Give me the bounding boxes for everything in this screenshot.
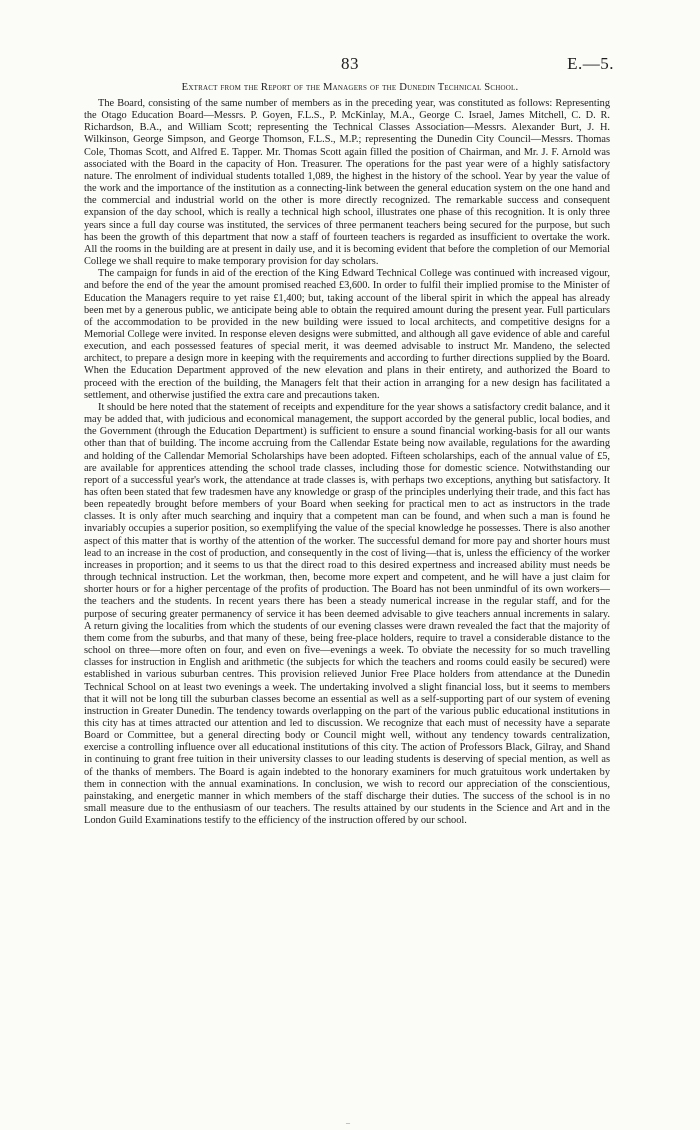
document-code: E.—5.: [567, 54, 614, 73]
page-number: 83: [341, 54, 359, 73]
paragraph-board-constitution: The Board, consisting of the same number of members as in the preceding year, was constituted as follows: Representing the Otago Education Board—Messrs. P. Goyen, F.L.S., P. McKinlay, M.A., George C. Israel, James Mitchell, C. D. R. Richardson, B.A., and William Scott; representing the Technical Classes Association—Messrs. Alexander Burt, J. H. Wilkinson, George Simpson, and George Thomson, F.L.S., M.P.; representing the Dunedin City Council—Messrs. Thomas Cole, Thomas Scott, and Alfred E. Tapper. Mr. Thomas Scott again filled the position of Chairman, and Mr. J. F. Arnold was associated with the Board in the capacity of Hon. Treasurer. The operations for the past year were of a highly satisfactory nature. The enrolment of individual students totalled 1,089, the highest in the history of the school. Year by year the value of the work and the importance of the institution as a connecting-link between the general education system on the one hand and the commercial and industrial world on the other is more directly recognized. The remarkable success and consequent expansion of the day school, which is really a technical high school, illustrates one phase of this recognition. It is only three years since a full day course was instituted, the services of three permanent teachers being secured for the purpose, but such has been the growth of this department that now a staff of fourteen teachers is regarded as insufficient to overtake the work. All the rooms in the building are at present in daily use, and it is becoming evident that before the completion of our Memorial College we shall require to make temporary provision for day scholars.: [84, 98, 610, 268]
section-heading: Extract from the Report of the Managers of the Dunedin Technical School.: [181, 82, 519, 93]
paragraph-finance-and-classes: It should be here noted that the statement of receipts and expenditure for the year shows a satisfactory credit balance, and it may be added that, with judicious and economical management, the support accorded by the general public, local bodies, and the Government (through the Education Department) is sufficient to ensure a sound financial working-basis for all our wants other than that of building. The income accruing from the Callendar Estate being now available, regulations for the awarding and holding of the Callendar Memorial Scholarships have been adopted. Fifteen scholarships, each of the annual value of £5, are available for apprentices attending the school trade classes, including those for domestic science. Notwithstanding our report of a successful year's work, the attendance at trade classes is, with perhaps two exceptions, anything but satisfactory. It has often been stated that few tradesmen have any knowledge or grasp of the principles underlying their trade, and this fact has been repeatedly brought before members of your Board when seeking for practical men to act as instructors in the trade classes. It is only after much searching and inquiry that a competent man can be found, and when such a man is found he invariably occupies a superior position, so exemplifying the value of the special knowledge he possesses. There is also another aspect of this matter that is worthy of the attention of the worker. The successful demand for more pay and shorter hours must lead to an increase in the cost of production, and consequently in the cost of living—that is, unless the efficiency of the worker increases in proportion; and it seems to us that the direct road to this desired expertness and increased ability must needs be through technical instruction. Let the workman, then, become more expert and competent, and he will have a just claim for shorter hours or for a higher percentage of the profits of production. The Board has not been unmindful of its own workers—the teachers and the students. In recent years there has been a steady numerical increase in the regular staff, and for the purpose of securing greater permanency of service it has been deemed advisable to give teachers annual increments in salary. A return giving the localities from which the students of our evening classes were drawn revealed the fact that the majority of them come from the suburbs, and that many of these, being free-place holders, require to travel a considerable distance to the school on three—more often on four, and even on five—evenings a week. To obviate the necessity for so much travelling classes for instruction in English and arithmetic (the subjects for which the teachers and rooms could easily be secured) were established in various suburban centres. This provision relieved Junior Free Place holders from attendance at the Dunedin Technical School on at least two evenings a week. The undertaking involved a slight financial loss, but it seems to members that it will not be long till the suburban classes become an essential as well as a self-supporting part of our system of evening instruction in Greater Dunedin. The tendency towards overlapping on the part of the various public educational institutions in this city has at times attracted our attention and led to discussion. We recognize that each must of necessity have a separate Board or Committee, but a general directing body or Council might well, without any tendency towards centralization, exercise a controlling influence over all educational institutions of this city. The action of Professors Black, Gilray, and Shand in continuing to grant free tuition in their university classes to our leading students is deserving of special mention, as well as of the thanks of members. The Board is again indebted to the honorary examiners for much gratuitous work undertaken by them in connection with the annual examinations. In conclusion, we wish to record our appreciation of the conscientious, painstaking, and energetic manner in which members of the staff discharge their duties. The success of the school is in no small measure due to the enthusiasm of our teachers. The results attained by our students in the Science and Art and in the London Guild Examinations testify to the efficiency of the instruction offered by our school.: [84, 401, 610, 827]
paragraph-building-campaign: The campaign for funds in aid of the erection of the King Edward Technical College was continued with increased vigour, and before the end of the year the amount promised reached £3,600. In order to fulfil their implied promise to the Minister of Education the Managers require to yet raise £1,400; but, taking account of the liberal spirit in which the appeal has already been met by a generous public, we anticipate being able to obtain the required amount during the present year. Full particulars of the accommodation to be provided in the new building were issued to local architects, and competitive designs for a Memorial College were invited. In response eleven designs were submitted, and although all gave evidence of able and careful execution, and each possessed features of special merit, it was deemed advisable to instruct Mr. Mandeno, the selected architect, to prepare a design more in keeping with the requirements and according to further directions supplied by the Board. When the Education Department approved of the new elevation and plans in their entirety, and authorized the Board to proceed with the erection of the building, the Managers felt that their action in arranging for a new design has facilitated a settlement, and otherwise justified the extra care and precautions taken.: [84, 268, 610, 401]
page-footer-mark: –: [346, 1118, 350, 1127]
report-body: [84, 98, 610, 827]
